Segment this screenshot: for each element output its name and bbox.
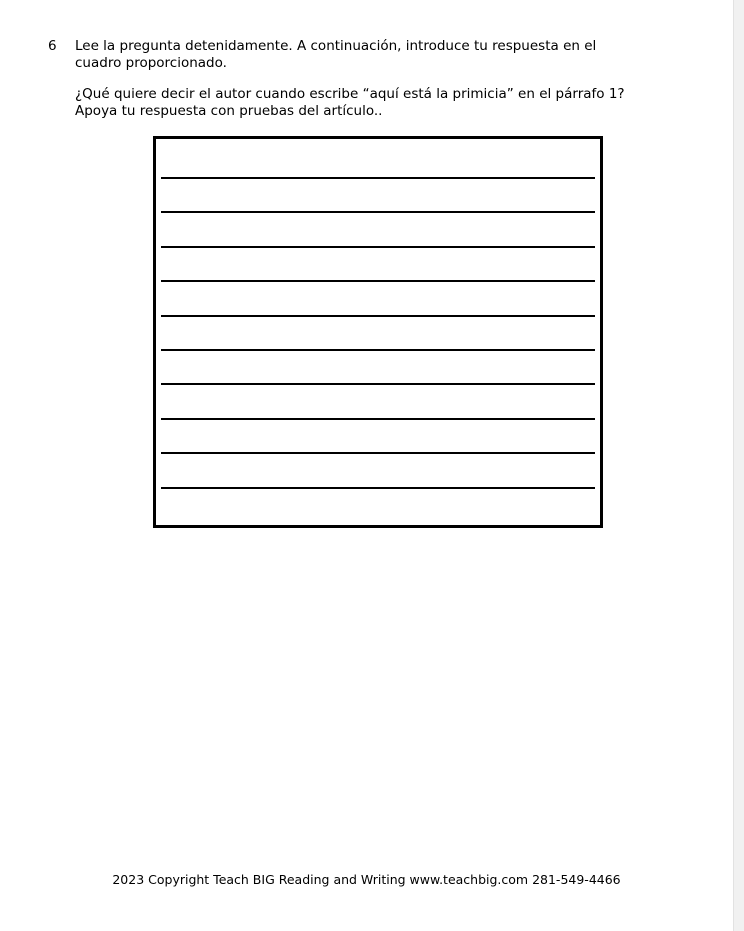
prompt-line-2: Apoya tu respuesta con pruebas del artículo..: [75, 103, 383, 119]
answer-line: [161, 349, 595, 351]
instruction-line-1: Lee la pregunta detenidamente. A continuación, introduce tu respuesta en el: [75, 38, 597, 54]
question-number: 6: [48, 38, 57, 54]
answer-line: [161, 315, 595, 317]
copyright-footer: 2023 Copyright Teach BIG Reading and Writing www.teachbig.com 281-549-4466: [112, 872, 621, 887]
answer-line: [161, 418, 595, 420]
answer-line: [161, 452, 595, 454]
answer-box[interactable]: [153, 136, 603, 528]
scrollbar-gutter[interactable]: [733, 0, 744, 931]
answer-line: [161, 383, 595, 385]
answer-line: [161, 280, 595, 282]
answer-line: [161, 246, 595, 248]
question-block: [75, 38, 695, 120]
answer-line: [161, 177, 595, 179]
answer-line: [161, 487, 595, 489]
prompt-line-1: ¿Qué quiere decir el autor cuando escribe “aquí está la primicia” en el párrafo 1?: [75, 86, 625, 102]
instruction-line-2: cuadro proporcionado.: [75, 55, 227, 71]
answer-line: [161, 211, 595, 213]
